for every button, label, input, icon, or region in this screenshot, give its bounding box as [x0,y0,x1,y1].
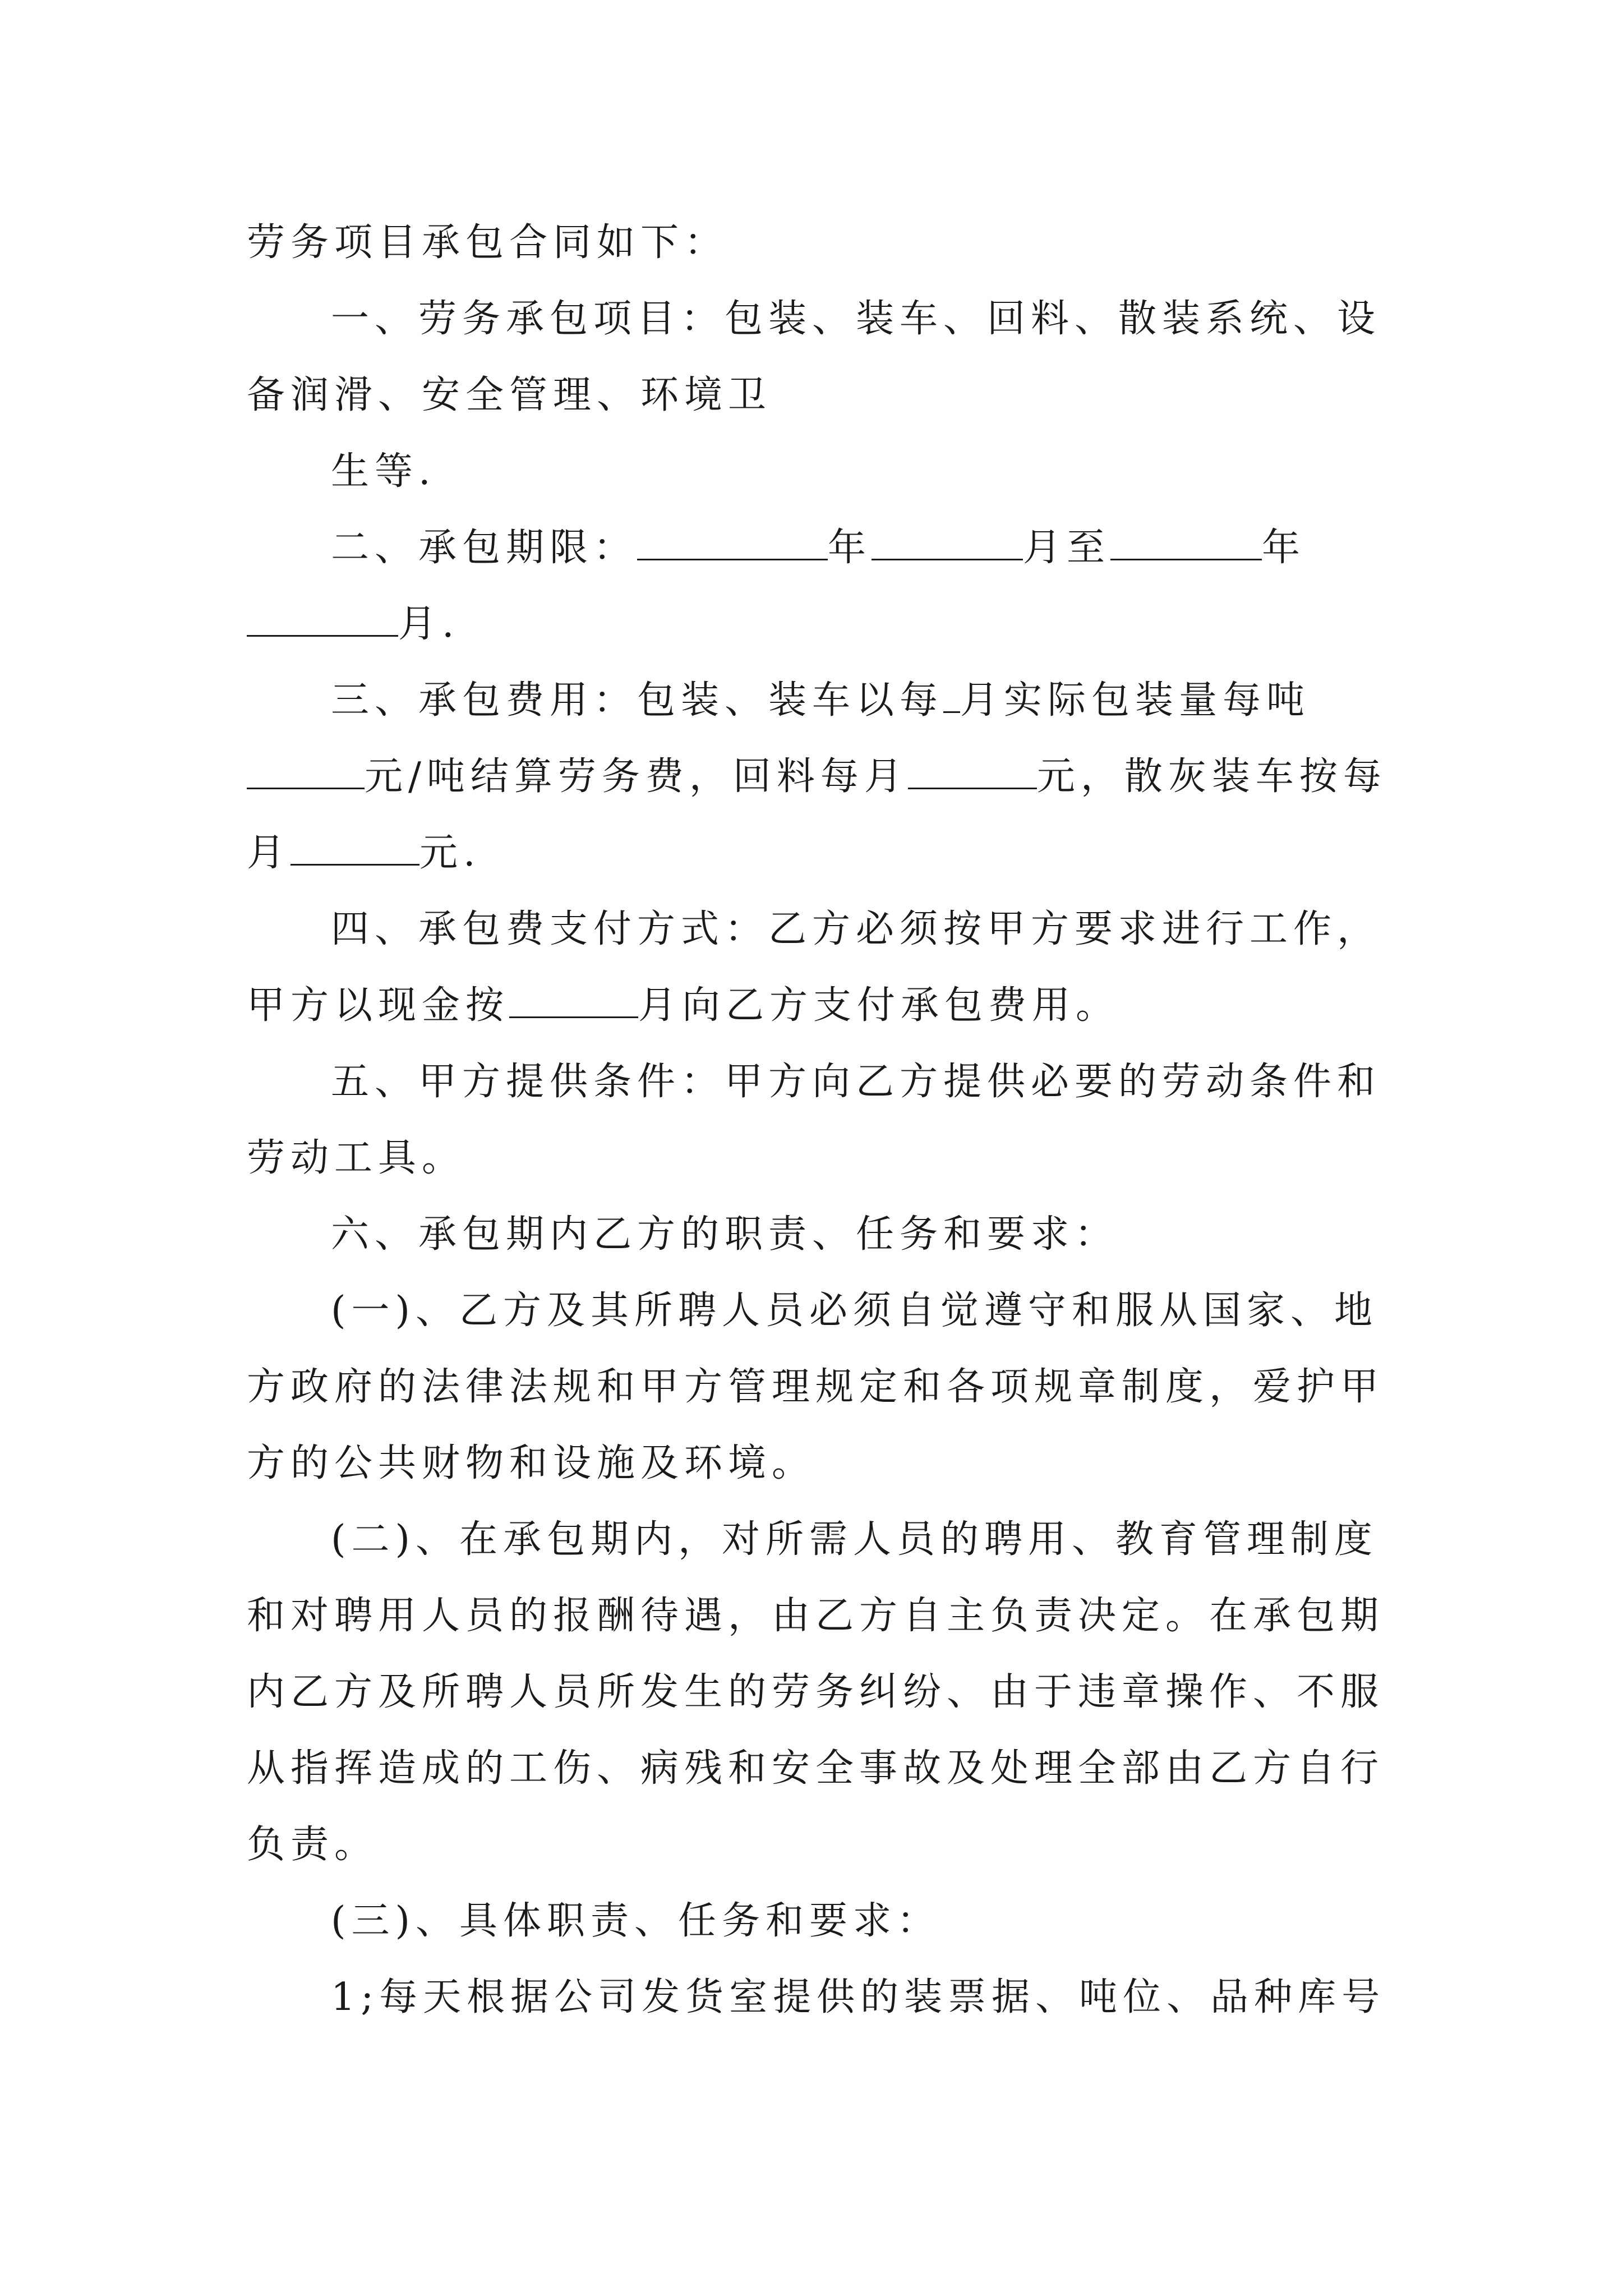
section-2-label: 二、承包期限： [331,526,638,570]
end-year-blank[interactable] [1110,522,1262,560]
month-to-label: 月至 [1023,526,1111,570]
section-6-1-text: (一)、乙方及其所聘人员必须自觉遵守和服从国家、地方政府的法律法规和甲方管理规定和各项规章制度，爱护甲方的公共财物和设施及环境。 [247,1289,1385,1485]
section-6-2-text: (二)、在承包期内，对所需人员的聘用、教育管理制度和对聘用人员的报酬待遇，由乙方自主负责决定。在承包期内乙方及所聘人员所发生的劳务纠纷、由于违章操作、不服从指挥造成的工伤、病残和安全事故及处理全部由乙方自行负责。 [247,1517,1385,1867]
section-4-paragraph [247,891,1391,1044]
section-1-continuation [247,434,1391,510]
period-blank[interactable] [943,674,960,713]
intro-paragraph [247,205,1391,281]
section-6-text: 六、承包期内乙方的职责、任务和要求： [331,1212,1119,1257]
year-label: 年 [828,526,872,570]
section-3-text-d: 元，散灰装车按每月 [247,754,1387,875]
section-4-text-a: 四、承包费支付方式：乙方必须按甲方要求进行工作，甲方以现金按 [247,907,1381,1028]
section-6-paragraph [247,1197,1391,1273]
section-5-text: 五、甲方提供条件：甲方向乙方提供必要的劳动条件和劳动工具。 [247,1060,1381,1180]
section-3-paragraph [247,662,1391,891]
start-month-blank[interactable] [872,522,1023,560]
section-6-3-1-paragraph [247,1959,1391,2036]
document-body [247,205,1391,2036]
section-3-text-b: 月实际包装量每吨 [960,678,1311,723]
end-month-label: 月. [398,602,460,646]
section-2-paragraph [247,510,1391,662]
section-6-3-1-text: 1;每天根据公司发货室提供的装票据、吨位、品种库号 [331,1975,1386,2019]
section-6-3-text: (三)、具体职责、任务和要求： [331,1899,941,1943]
price-per-ton-blank[interactable] [247,751,365,789]
return-material-fee-blank[interactable] [908,751,1037,789]
section-3-text-a: 三、承包费用：包装、装车以每 [331,678,944,723]
end-year-label: 年 [1262,526,1306,570]
intro-text: 劳务项目承包合同如下： [247,220,728,265]
bulk-loading-fee-blank[interactable] [291,827,419,866]
section-6-3-paragraph [247,1883,1391,1959]
start-year-blank[interactable] [637,522,828,560]
section-1-text: 一、劳务承包项目：包装、装车、回料、散装系统、设备润滑、安全管理、环境卫 [247,297,1381,417]
section-3-text-c: 元/吨结算劳务费，回料每月 [365,754,908,799]
section-1-paragraph [247,281,1391,434]
section-6-1-paragraph [247,1273,1391,1502]
section-5-paragraph [247,1044,1391,1197]
section-6-2-paragraph [247,1502,1391,1883]
end-month-blank[interactable] [247,598,398,637]
section-4-text-b: 月向乙方支付承包费用。 [638,983,1120,1028]
section-1-continuation-text: 生等. [331,449,436,494]
payment-month-blank[interactable] [509,979,638,1018]
section-3-text-e: 元. [419,831,481,875]
